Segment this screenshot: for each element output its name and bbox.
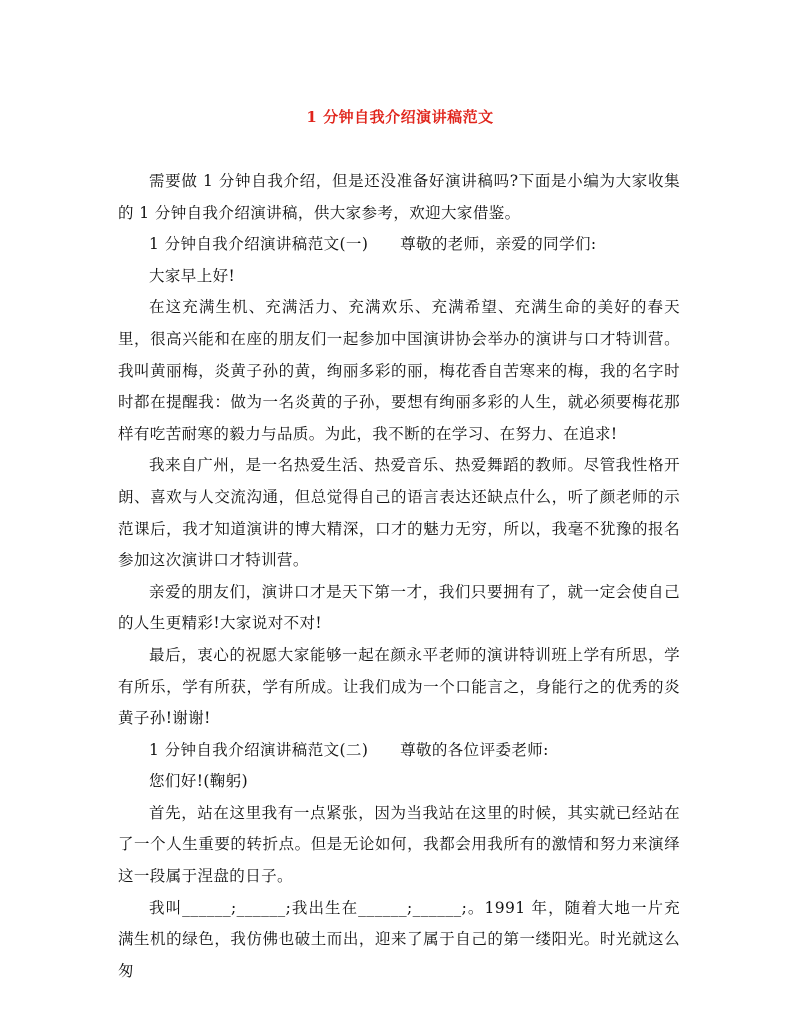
paragraph-guangzhou: 我来自广州，是一名热爱生活、热爱音乐、热爱舞蹈的教师。尽管我性格开朗、喜欢与人交流沟通，但总觉得自己的语言表达还缺点什么，听了颜老师的示范课后，我才知道演讲的博大精深，口才的魅力无穷，所以，我毫不犹豫的报名参加这次演讲口才特训营。: [118, 456, 680, 570]
paragraph-intro: 需要做 1 分钟自我介绍，但是还没准备好演讲稿吗?下面是小编为大家收集的 1 分钟自我介绍演讲稿，供大家参考，欢迎大家借鉴。: [118, 172, 680, 222]
document-title: 1 分钟自我介绍演讲稿范文: [306, 108, 494, 126]
paragraph-friends: 亲爱的朋友们，演讲口才是天下第一才，我们只要拥有了，就一定会使自己的人生更精彩!大家说对不对!: [118, 582, 680, 633]
paragraph-spring: 在这充满生机、充满活力、充满欢乐、充满希望、充满生命的美好的春天里，很高兴能和在座的朋友们一起参加中国演讲协会举办的演讲与口才特训营。我叫黄丽梅，炎黄子孙的黄，绚丽多彩的丽，梅花香自苦寒来的梅，我的名字时时都在提醒我：做为一名炎黄的子孙，要想有绚丽多彩的人生，就必须要梅花那样有吃苦耐寒的毅力与品质。为此，我不断的在学习、在努力、在追求!: [118, 298, 680, 443]
paragraph-greeting: 大家早上好!: [149, 266, 236, 285]
paragraph-nervous: 首先，站在这里我有一点紧张，因为当我站在这里的时候，其实就已经站在了一个人生重要的转折点。但是无论如何，我都会用我所有的激情和努力来演绎这一段属于涅盘的日子。: [118, 803, 680, 886]
paragraph-bow-greeting: 您们好!(鞠躬): [149, 772, 249, 791]
document-body: [118, 166, 680, 987]
paragraph-birth: 我叫______;______;我出生在______;______;。1991 年，随着大地一片充满生机的绿色，我仿佛也破土而出，迎来了属于自己的第一缕阳光。时光就这么匆: [118, 898, 680, 980]
paragraph-sample-two-heading: 1 分钟自我介绍演讲稿范文(二) 尊敬的各位评委老师:: [149, 740, 549, 759]
paragraph-sample-one-heading: 1 分钟自我介绍演讲稿范文(一) 尊敬的老师，亲爱的同学们:: [149, 235, 597, 254]
paragraph-closing: 最后，衷心的祝愿大家能够一起在颜永平老师的演讲特训班上学有所思，学有所乐，学有所获，学有所成。让我们成为一个口能言之，身能行之的优秀的炎黄子孙!谢谢!: [118, 645, 680, 728]
